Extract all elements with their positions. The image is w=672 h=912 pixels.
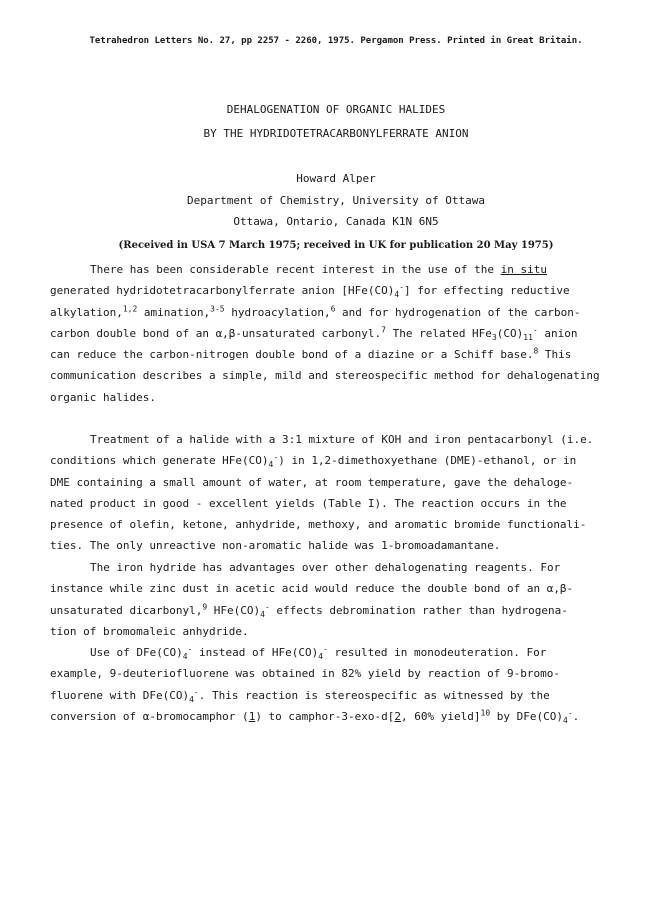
text-run: . This reaction is stereospecific as witnessed by the [198,688,550,702]
subscript: 4 [268,460,274,470]
text-run: (CO) [496,326,524,340]
subscript: 4 [182,652,188,662]
text-line [50,259,622,280]
text-line [50,323,622,344]
text-run: , 60% yield] [401,709,481,723]
compound-number: 1 [248,709,256,723]
reference-number: 8 [533,346,539,356]
text-line [50,302,622,323]
reference-number: 3-5 [210,303,225,313]
superscript: - [532,325,538,335]
subscript: 11 [523,333,533,343]
text-run: resulted in monodeuteration. For [327,646,547,659]
received-dates: (Received in USA 7 March 1975; received in UK for publication 20 May 1975) [118,240,554,251]
paragraph-1 [50,259,622,408]
text-run: carbon double bond of an α,β-unsaturated carbonyl. [50,326,382,340]
text-run: instead of HFe(CO) [192,646,319,659]
superscript: - [187,644,193,654]
text-line: example, 9-deuteriofluorene was obtained in 82% yield by reaction of 9-bromo- [50,667,560,681]
paragraph-3 [50,557,622,642]
text-line [50,642,622,663]
text-run: by DFe(CO) [490,709,563,723]
text-run: The related HFe [385,326,492,340]
text-run: ) in 1,2-dimethoxyethane (DME)-ethanol, or in [278,454,577,468]
title-line-2: BY THE HYDRIDOTETRACARBONYLFERRATE ANION [203,127,469,140]
paragraph-2 [50,429,622,557]
text-line: nated product in good - excellent yields (Table I). The reaction occurs in the [50,496,567,510]
text-line: presence of olefin, ketone, anhydride, methoxy, and aromatic bromide functionali- [50,518,587,532]
reference-number: 6 [330,303,336,313]
text-run: ] for effecting reductive [404,284,570,298]
text-line: The iron hydride has advantages over other dehalogenating reagents. For [90,561,561,574]
text-line [50,344,622,365]
text-run: This [538,348,572,362]
compound-number: 2 [394,709,402,723]
text-line: communication describes a simple, mild and stereospecific method for dehalogenating [50,369,600,383]
text-run: ) to camphor-3-exo-d[ [255,709,395,723]
text-run: amination, [137,305,211,319]
text-run: anion [537,326,578,340]
subscript: 4 [563,716,568,726]
text-line [50,280,622,301]
text-run: can reduce the carbon-nitrogen double bond of a diazine or a Schiff base. [50,348,534,362]
text-line: DME containing a small amount of water, at room temperature, gave the dehaloge- [50,475,574,489]
text-run: generated hydridotetracarbonylferrate anion [HFe(CO) [50,284,395,298]
text-run: alkylation, [50,305,123,319]
text-line: organic halides. [50,390,156,404]
text-run: fluorene with DFe(CO) [50,688,190,702]
reference-number: 1,2 [122,303,138,313]
text-line [50,685,622,706]
text-run: Use of DFe(CO) [90,646,183,659]
superscript: - [193,686,199,696]
text-line: ties. The only unreactive non-aromatic halide was 1-bromoadamantane. [50,539,501,553]
author-name: Howard Alper [296,172,376,185]
text-run: hydroacylation, [224,305,331,319]
title-line-1: DEHALOGENATION OF ORGANIC HALIDES [226,103,446,116]
subscript: 4 [189,694,194,704]
text-run: effects debromination rather than hydrogena- [269,603,568,617]
text-run: HFe(CO) [207,603,261,617]
subscript: 3 [491,333,497,343]
subscript: 4 [260,609,265,619]
text-line: tion of bromomaleic anhydride. [50,624,249,638]
superscript: - [264,601,270,611]
subscript: 4 [394,290,400,300]
journal-citation: Tetrahedron Letters No. 27, pp 2257 - 2260, 1975. Pergamon Press. Printed in Great Britain. [89,36,583,46]
reference-number: 9 [202,601,208,611]
superscript: - [399,282,405,292]
text-line: instance while zinc dust in acetic acid would reduce the double bond of an α,β- [50,582,574,596]
text-run: . [572,709,580,723]
text-run: conditions which generate HFe(CO) [50,454,269,468]
text-run: There has been considerable recent interest in the use of the [90,263,501,276]
subscript: 4 [318,652,324,662]
author-department: Department of Chemistry, University of Ottawa [186,194,485,207]
superscript: - [567,708,573,718]
author-location: Ottawa, Ontario, Canada K1N 6N5 [233,215,439,228]
text-line [50,600,622,621]
text-run: unsaturated dicarbonyl, [50,603,203,617]
reference-number: 10 [480,708,491,718]
text-line [50,706,622,727]
paragraph-4 [50,642,622,727]
text-run: conversion of α-bromocamphor ( [50,709,249,723]
superscript: - [273,452,279,462]
text-line [50,450,622,471]
superscript: - [323,644,328,654]
reference-number: 7 [381,325,386,335]
emphasis-in-situ: in situ [500,263,547,276]
text-run: and for hydrogenation of the carbon- [335,305,581,319]
text-line: Treatment of a halide with a 3:1 mixture of KOH and iron pentacarbonyl (i.e. [90,433,594,446]
